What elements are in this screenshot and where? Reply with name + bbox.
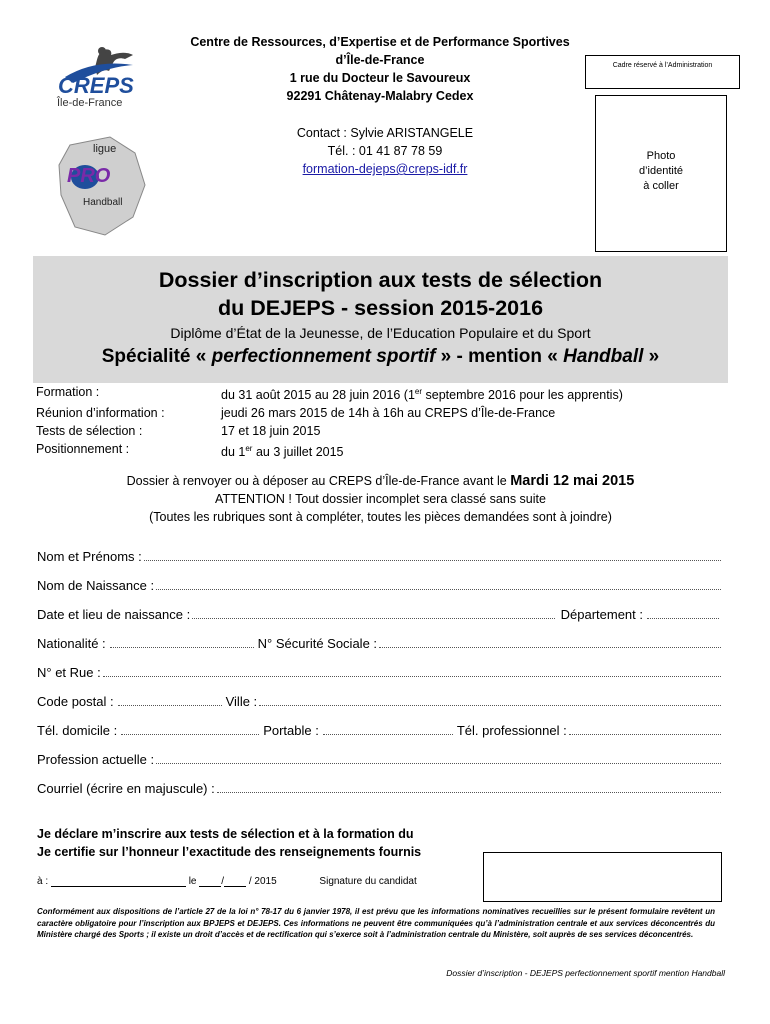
- signature-row: à : le / / 2015 Signature du candidat: [37, 876, 417, 887]
- send-instructions: [33, 472, 728, 526]
- contact-block: [240, 124, 530, 178]
- info-key: Formation :: [36, 385, 100, 399]
- field-label: Profession actuelle :: [37, 752, 155, 767]
- field-label: Ville :: [225, 694, 258, 709]
- deadline: Mardi 12 mai 2015: [510, 473, 635, 489]
- ligue-word: ligue: [93, 143, 117, 155]
- creps-logo: [55, 45, 145, 115]
- ligue-sport: Handball: [83, 197, 123, 208]
- field-label: Portable :: [263, 723, 319, 738]
- field-naissance[interactable]: [37, 577, 723, 606]
- declaration-line-2: Je certifie sur l’honneur l’exactitude des renseignements fournis: [37, 845, 422, 859]
- contact-email-link[interactable]: formation-dejeps@creps-idf.fr: [302, 162, 468, 176]
- title-line-1: Dossier d’inscription aux tests de sélection: [158, 268, 603, 292]
- declaration-line-1: Je déclare m’inscrire aux tests de sélection et à la formation du: [37, 827, 414, 841]
- candidate-form: [37, 548, 723, 809]
- input-line[interactable]: [569, 722, 721, 735]
- speciality-line: [33, 346, 728, 368]
- month-input[interactable]: [224, 876, 246, 887]
- input-line[interactable]: [118, 693, 222, 706]
- field-nationalite[interactable]: [37, 635, 723, 664]
- field-label: Département :: [560, 607, 643, 622]
- input-line[interactable]: [323, 722, 453, 735]
- field-label: Date et lieu de naissance :: [37, 607, 191, 622]
- place-input[interactable]: [51, 876, 186, 887]
- input-line[interactable]: [144, 548, 721, 561]
- contact-name: Contact : Sylvie ARISTANGELE: [296, 126, 474, 140]
- field-courriel[interactable]: [37, 780, 723, 809]
- field-telephones[interactable]: [37, 722, 723, 751]
- spec-part: Spécialité «: [101, 346, 212, 367]
- ligue-pro: PRO: [67, 165, 111, 187]
- header-line-3: 1 rue du Docteur le Savoureux: [289, 71, 471, 85]
- info-table: [36, 383, 623, 461]
- photo-label-3: à coller: [643, 180, 679, 192]
- creps-logo-name: CREPS: [58, 73, 134, 98]
- spec-part: »: [643, 346, 660, 367]
- place-label: à :: [37, 876, 49, 887]
- header-line-2: d’Île-de-France: [335, 53, 425, 67]
- field-label: Nom de Naissance :: [37, 578, 155, 593]
- input-line[interactable]: [379, 635, 721, 648]
- field-label: Courriel (écrire en majuscule) :: [37, 781, 215, 796]
- header-address: [170, 33, 590, 105]
- input-line[interactable]: [192, 606, 554, 619]
- photo-label-2: d’identité: [638, 165, 684, 177]
- date-label: le: [188, 876, 197, 887]
- field-date-lieu[interactable]: [37, 606, 723, 635]
- info-row-reunion: [36, 404, 623, 422]
- send-line-1: Dossier à renvoyer ou à déposer au CREPS d’Île-de-France avant le: [126, 474, 511, 488]
- input-line[interactable]: [217, 780, 721, 793]
- spec-part: » - mention «: [435, 346, 564, 367]
- day-input[interactable]: [199, 876, 221, 887]
- input-line[interactable]: [110, 635, 254, 648]
- contact-phone: Tél. : 01 41 87 78 59: [327, 144, 443, 158]
- declaration: [37, 825, 421, 861]
- photo-box: [595, 95, 727, 252]
- legal-notice: Conformément aux dispositions de l’article 27 de la loi n° 78-17 du 6 janvier 1978, il est prévu que les informations nominatives recueillies sur le présent formulaire revêtent un caractère obligatoire pour l’inscription aux BPJEPS et DEJEPS. Ces informations ne peuvent être communiquées qu’à l’administration centrale et aux services déconcentrés du Ministère chargé des Sports ; il existe un droit d’accès et de rectification qui s’exerce soit à l’administration centrale du Ministère, soit auprès de ses services déconcentrés.: [37, 907, 715, 939]
- field-label: Nom et Prénoms :: [37, 549, 142, 564]
- input-line[interactable]: [259, 693, 721, 706]
- input-line[interactable]: [103, 664, 721, 677]
- send-note: (Toutes les rubriques sont à compléter, toutes les pièces demandées sont à joindre): [149, 510, 612, 524]
- diploma-subtitle: Diplôme d’État de la Jeunesse, de l’Education Populaire et du Sport: [170, 325, 591, 341]
- field-label: Nationalité :: [37, 636, 106, 651]
- field-nom[interactable]: [37, 548, 723, 577]
- header-line-1: Centre de Ressources, d’Expertise et de Performance Sportives: [190, 35, 570, 49]
- info-value: du 1er au 3 juillet 2015: [221, 444, 344, 460]
- admin-box-label: Cadre réservé à l’Administration: [612, 62, 713, 69]
- info-row-formation: [36, 383, 623, 404]
- send-warning: ATTENTION ! Tout dossier incomplet sera classé sans suite: [215, 492, 546, 506]
- field-profession[interactable]: [37, 751, 723, 780]
- field-label: Tél. domicile :: [37, 723, 118, 738]
- field-label: Tél. professionnel :: [456, 723, 567, 738]
- photo-label-1: Photo: [646, 150, 676, 162]
- input-line[interactable]: [121, 722, 259, 735]
- field-rue[interactable]: [37, 664, 723, 693]
- spec-part: perfectionnement sportif: [211, 346, 436, 367]
- field-cp-ville[interactable]: [37, 693, 723, 722]
- year-label: / 2015: [248, 876, 277, 887]
- info-key: Positionnement :: [36, 442, 130, 457]
- field-label: N° Sécurité Sociale :: [257, 636, 378, 651]
- info-row-tests: [36, 422, 623, 440]
- header-line-4: 92291 Châtenay-Malabry Cedex: [286, 89, 474, 103]
- input-line[interactable]: [156, 751, 721, 764]
- field-label: N° et Rue :: [37, 665, 101, 680]
- page-footer: Dossier d’inscription - DEJEPS perfectionnement sportif mention Handball: [446, 968, 725, 978]
- title-line-2: du DEJEPS - session 2015-2016: [217, 296, 544, 320]
- info-row-positionnement: [36, 440, 623, 461]
- info-value: 17 et 18 juin 2015: [221, 424, 321, 439]
- signature-box[interactable]: [483, 852, 722, 902]
- info-value: jeudi 26 mars 2015 de 14h à 16h au CREPS d’Île-de-France: [221, 406, 556, 421]
- info-key: Réunion d’information :: [36, 406, 165, 421]
- input-line[interactable]: [647, 606, 719, 619]
- info-value: du 31 août 2015 au 28 juin 2016 (1er septembre 2016 pour les apprentis): [221, 387, 623, 403]
- input-line[interactable]: [156, 577, 721, 590]
- ligue-handball-logo: [55, 135, 150, 245]
- spec-part: Handball: [563, 346, 644, 367]
- page-title: [33, 266, 728, 322]
- info-key: Tests de sélection :: [36, 424, 143, 439]
- signature-label: Signature du candidat: [319, 876, 417, 887]
- admin-reserved-box: [585, 55, 740, 89]
- creps-logo-region: Île-de-France: [57, 97, 123, 109]
- field-label: Code postal :: [37, 694, 114, 709]
